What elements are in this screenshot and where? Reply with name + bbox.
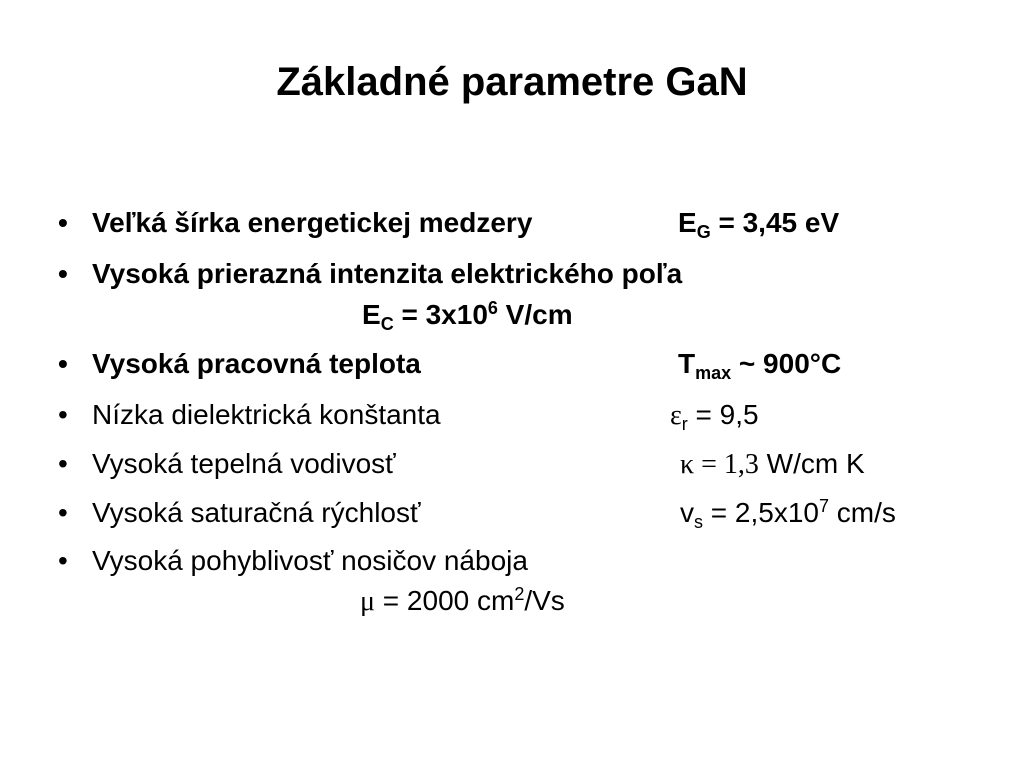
- kappa-symbol: κ = 1,3: [680, 449, 759, 480]
- bullet-7: •: [58, 545, 68, 576]
- value-subscript: r: [681, 414, 688, 434]
- value-symbol: E: [362, 299, 381, 330]
- item-label-1: Veľká šírka energetickej medzery: [92, 207, 533, 238]
- value-subscript: max: [695, 363, 732, 383]
- item-value-7: [360, 584, 565, 619]
- value-subscript: C: [380, 314, 394, 334]
- value-text: ~ 900°C: [731, 348, 842, 379]
- value-text: = 9,5: [687, 399, 759, 430]
- value-subscript: G: [696, 222, 711, 242]
- item-label-7: Vysoká pohyblivosť nosičov náboja: [92, 545, 528, 576]
- bullet-6: •: [58, 497, 68, 528]
- epsilon-symbol: ε: [670, 400, 682, 431]
- bullet-2: •: [58, 258, 68, 289]
- value-symbol: T: [678, 348, 696, 379]
- slide-title: Základné parametre GaN: [276, 60, 748, 104]
- value-unit: /Vs: [524, 585, 565, 616]
- mu-symbol: μ: [360, 586, 376, 617]
- value-unit: V/cm: [497, 299, 573, 330]
- bullet-4: •: [58, 399, 68, 430]
- item-value-5: [680, 447, 865, 482]
- value-text: = 2000 cm: [375, 585, 515, 616]
- item-value-1: [678, 206, 839, 240]
- item-label-3: Vysoká pracovná teplota: [92, 348, 421, 379]
- value-superscript: 6: [487, 298, 498, 318]
- value-symbol: v: [680, 497, 694, 528]
- item-label-5: Vysoká tepelná vodivosť: [92, 448, 396, 479]
- value-unit: W/cm K: [758, 448, 865, 479]
- item-value-6: [680, 496, 896, 530]
- item-label-4: Nízka dielektrická konštanta: [92, 399, 441, 430]
- value-symbol: E: [678, 207, 697, 238]
- value-subscript: s: [694, 512, 703, 532]
- value-unit: cm/s: [829, 497, 896, 528]
- value-text: = 2,5x10: [703, 497, 819, 528]
- bullet-3: •: [58, 348, 68, 379]
- value-superscript: 2: [514, 584, 525, 604]
- item-value-3: [678, 347, 841, 381]
- item-label-2: Vysoká prierazná intenzita elektrického poľa: [92, 258, 683, 289]
- value-text: = 3x10: [393, 299, 488, 330]
- item-value-2: [362, 298, 573, 332]
- bullet-1: •: [58, 207, 68, 238]
- item-label-6: Vysoká saturačná rýchlosť: [92, 497, 421, 528]
- value-superscript: 7: [818, 496, 829, 516]
- bullet-5: •: [58, 448, 68, 479]
- value-text: = 3,45 eV: [710, 207, 840, 238]
- item-value-4: [670, 398, 759, 433]
